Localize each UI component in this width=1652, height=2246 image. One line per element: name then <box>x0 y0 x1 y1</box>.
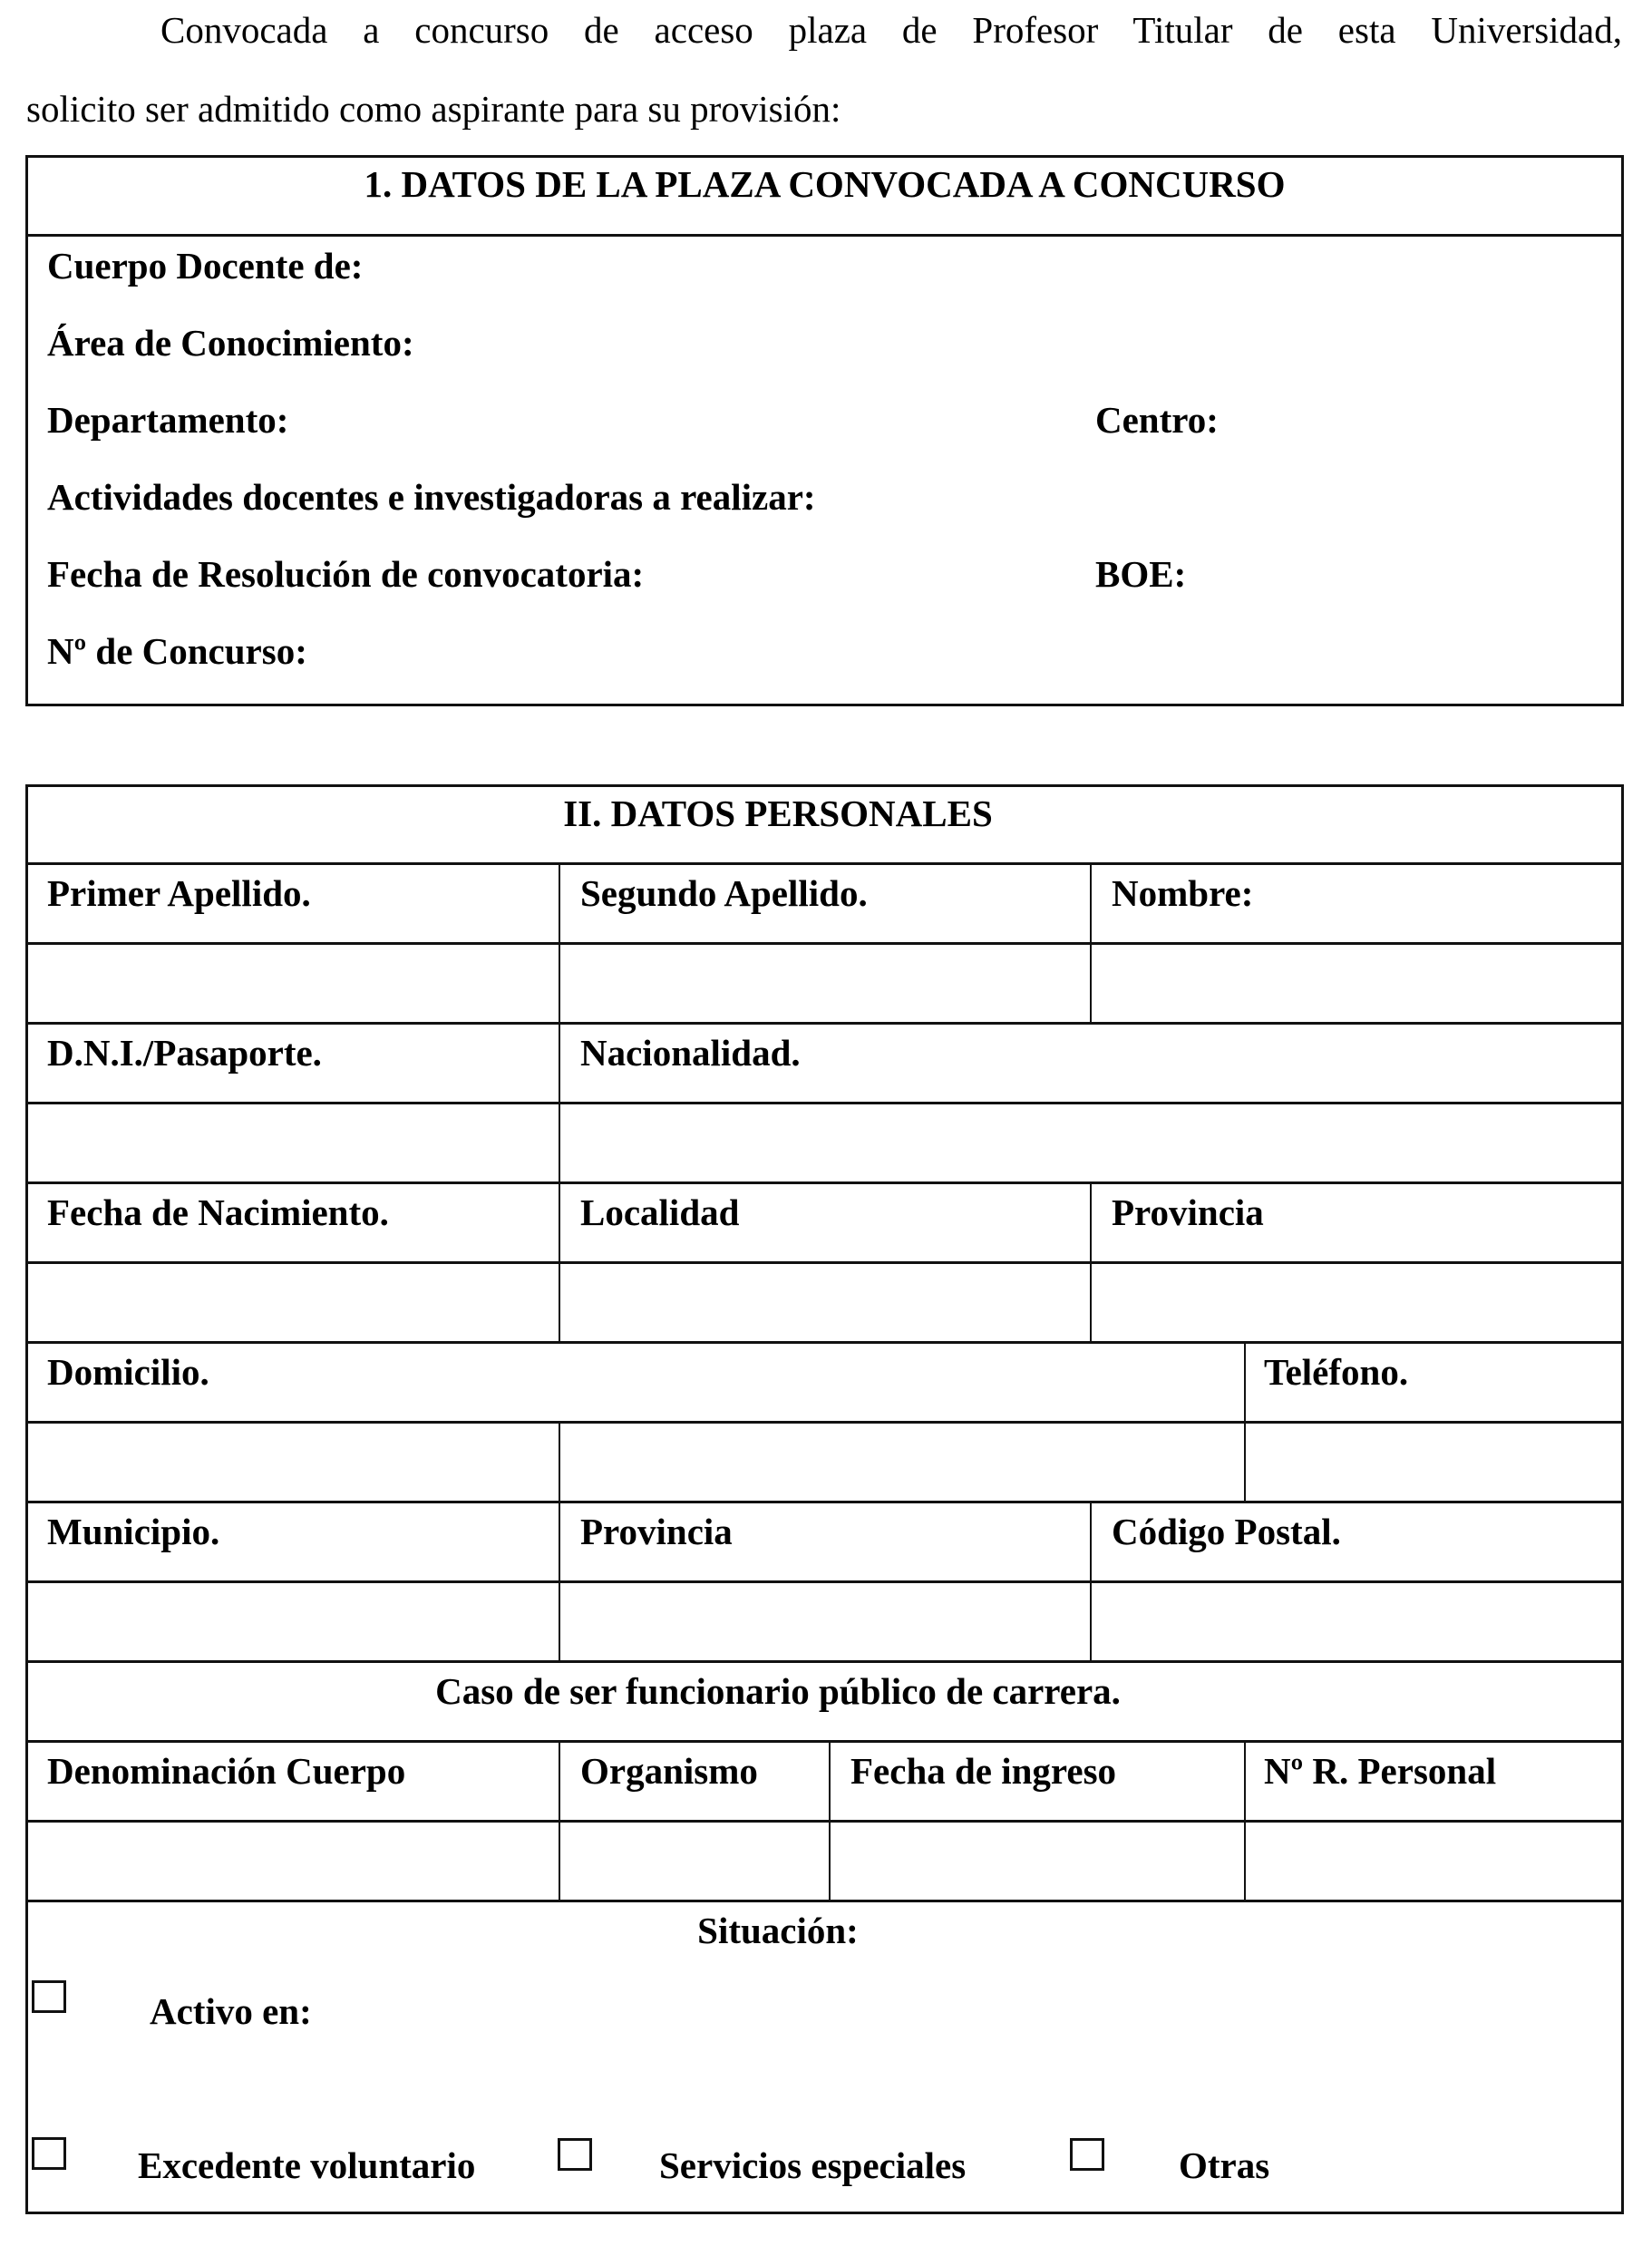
row-divider <box>25 1501 1624 1503</box>
label-activo-en: Activo en: <box>150 1990 312 2032</box>
label-area-conocimiento: Área de Conocimiento: <box>47 322 414 364</box>
label-fecha-nacimiento: Fecha de Nacimiento. <box>47 1191 389 1233</box>
row-divider <box>25 862 1624 865</box>
label-provincia-nacimiento: Provincia <box>1112 1191 1264 1233</box>
label-municipio: Municipio. <box>47 1511 220 1552</box>
nombre-input[interactable] <box>1092 945 1621 1022</box>
dni-pasaporte-input[interactable] <box>28 1104 559 1181</box>
boe-input[interactable] <box>1206 551 1605 598</box>
intro-line-1: Convocada a concurso de acceso plaza de Profesor Titular de esta Universidad, <box>160 9 1622 51</box>
label-nombre: Nombre: <box>1112 872 1254 914</box>
label-segundo-apellido: Segundo Apellido. <box>580 872 868 914</box>
fecha-ingreso-input[interactable] <box>831 1823 1244 1900</box>
departamento-input[interactable] <box>335 397 1079 444</box>
activo-en-input[interactable] <box>354 1986 1614 2040</box>
label-organismo: Organismo <box>580 1750 758 1792</box>
provincia-domicilio-input[interactable] <box>560 1583 1090 1660</box>
section2-title: II. DATOS PERSONALES <box>563 792 993 834</box>
label-fecha-ingreso: Fecha de ingreso <box>850 1750 1117 1792</box>
label-provincia-domicilio: Provincia <box>580 1511 733 1552</box>
fecha-nacimiento-input[interactable] <box>28 1264 559 1341</box>
excedente-voluntario-checkbox[interactable] <box>32 2137 66 2170</box>
num-concurso-input[interactable] <box>363 628 1605 676</box>
section1-header-divider <box>25 234 1624 237</box>
codigo-postal-input[interactable] <box>1092 1583 1621 1660</box>
label-actividades: Actividades docentes e investigadoras a realizar: <box>47 476 816 518</box>
row-divider <box>25 1181 1624 1184</box>
intro-paragraph <box>26 0 1622 149</box>
label-centro: Centro: <box>1095 399 1219 441</box>
label-denominacion-cuerpo: Denominación Cuerpo <box>47 1750 406 1792</box>
label-boe: BOE: <box>1095 553 1187 595</box>
denominacion-cuerpo-input[interactable] <box>28 1823 559 1900</box>
telefono-input[interactable] <box>1246 1424 1621 1501</box>
organismo-input[interactable] <box>560 1823 829 1900</box>
area-conocimiento-input[interactable] <box>494 320 1605 367</box>
intro-line-2: solicito ser admitido como aspirante para su provisión: <box>26 88 841 130</box>
segundo-apellido-input[interactable] <box>560 945 1090 1022</box>
label-fecha-resolucion: Fecha de Resolución de convocatoria: <box>47 553 645 595</box>
provincia-nacimiento-input[interactable] <box>1092 1264 1621 1341</box>
activo-checkbox[interactable] <box>32 1980 66 2013</box>
situacion-title: Situación: <box>697 1910 859 1951</box>
cuerpo-docente-input[interactable] <box>426 243 1605 290</box>
domicilio-input-1[interactable] <box>28 1424 559 1501</box>
label-dni-pasaporte: D.N.I./Pasaporte. <box>47 1032 322 1074</box>
col-divider <box>1244 1341 1246 1421</box>
section1-title: 1. DATOS DE LA PLAZA CONVOCADA A CONCURSO <box>364 163 1286 205</box>
otras-checkbox[interactable] <box>1070 2138 1104 2171</box>
label-primer-apellido: Primer Apellido. <box>47 872 311 914</box>
row-divider <box>25 1660 1624 1663</box>
label-num-concurso: Nº de Concurso: <box>47 630 307 672</box>
label-servicios-especiales: Servicios especiales <box>659 2144 967 2186</box>
centro-input[interactable] <box>1242 397 1605 444</box>
domicilio-input-2[interactable] <box>560 1424 1244 1501</box>
label-telefono: Teléfono. <box>1264 1351 1409 1393</box>
label-excedente-voluntario: Excedente voluntario <box>138 2144 476 2186</box>
label-departamento: Departamento: <box>47 399 289 441</box>
fecha-resolucion-input[interactable] <box>771 551 1079 598</box>
localidad-input[interactable] <box>560 1264 1090 1341</box>
row-divider <box>25 1900 1624 1902</box>
municipio-input[interactable] <box>28 1583 559 1660</box>
num-registro-personal-input[interactable] <box>1246 1823 1621 1900</box>
label-localidad: Localidad <box>580 1191 740 1233</box>
label-codigo-postal: Código Postal. <box>1112 1511 1341 1552</box>
row-divider <box>25 1341 1624 1344</box>
actividades-input[interactable] <box>984 474 1605 521</box>
primer-apellido-input[interactable] <box>28 945 559 1022</box>
label-cuerpo-docente: Cuerpo Docente de: <box>47 245 364 287</box>
row-divider <box>25 1022 1624 1025</box>
nacionalidad-input[interactable] <box>560 1104 1621 1181</box>
servicios-especiales-checkbox[interactable] <box>558 2138 592 2171</box>
label-nacionalidad: Nacionalidad. <box>580 1032 801 1074</box>
label-num-registro-personal: Nº R. Personal <box>1264 1750 1497 1792</box>
row-divider <box>25 1740 1624 1743</box>
funcionario-title: Caso de ser funcionario público de carrera. <box>435 1670 1121 1712</box>
label-domicilio: Domicilio. <box>47 1351 209 1393</box>
label-otras: Otras <box>1179 2144 1270 2186</box>
